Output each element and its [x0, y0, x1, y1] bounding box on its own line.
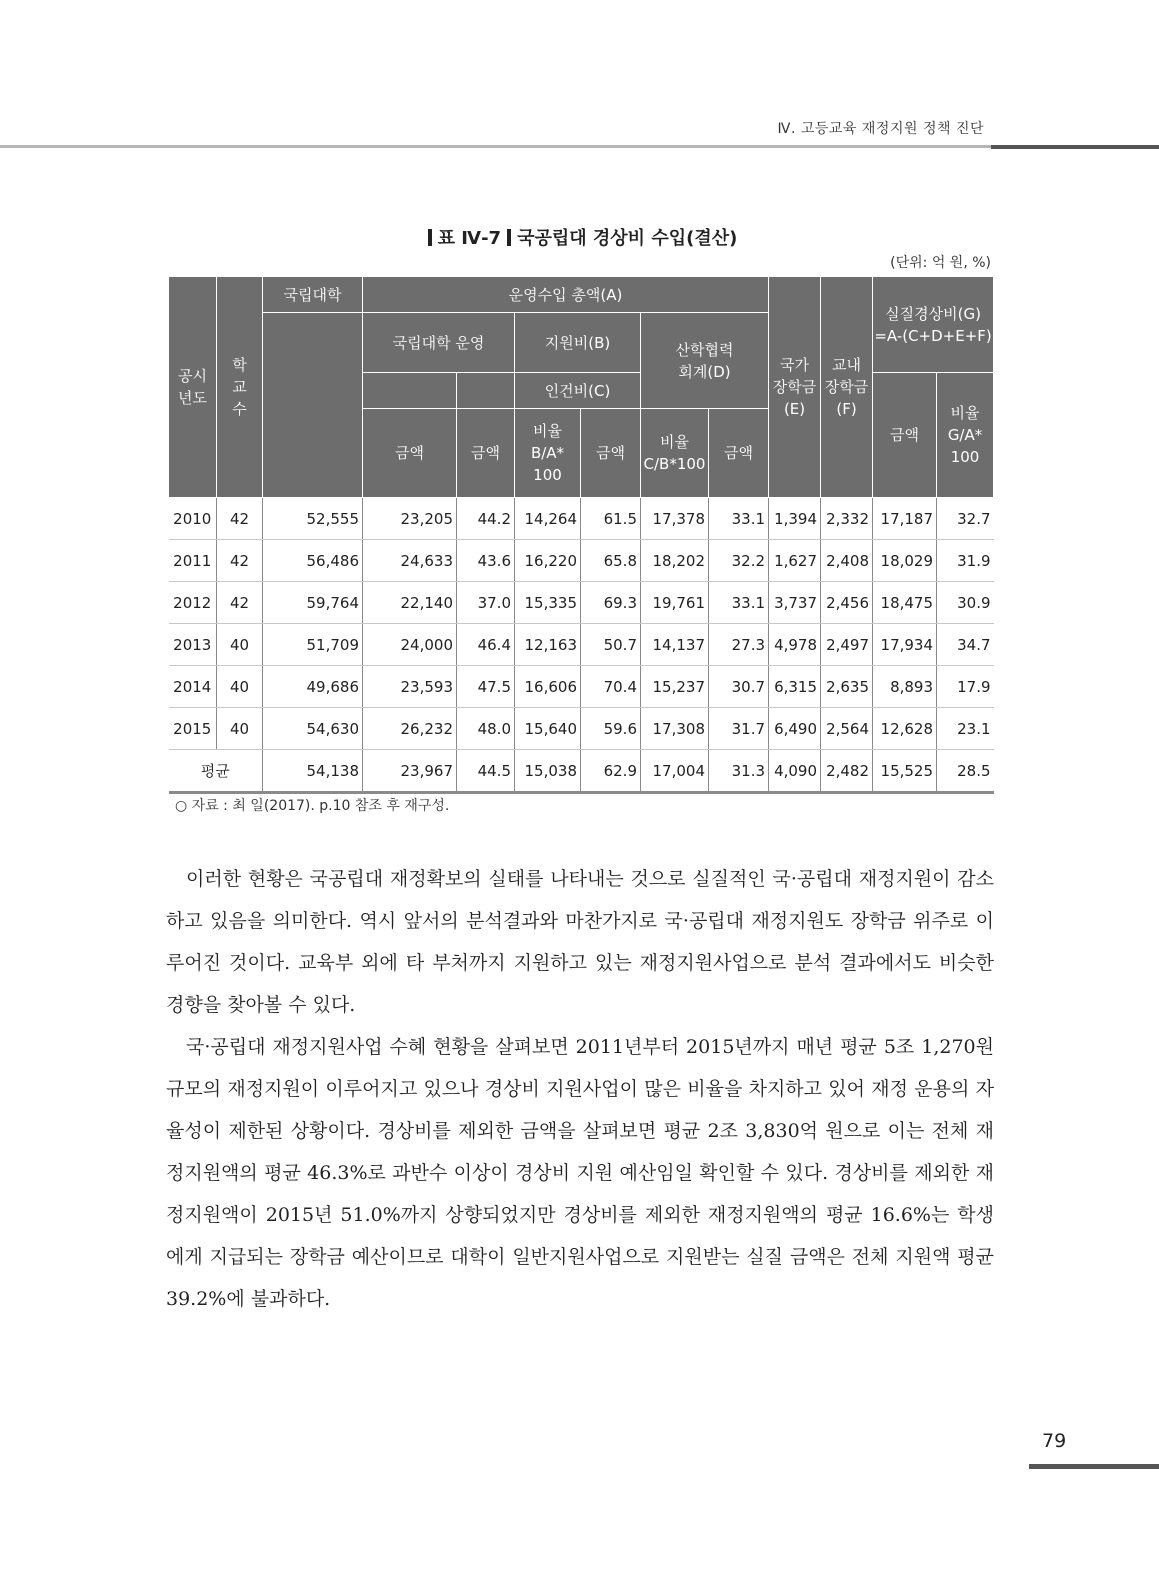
cell-schools: 40: [217, 624, 263, 666]
cell-ga: 32.7: [937, 498, 994, 540]
cell-average-da: 31.3: [709, 750, 769, 793]
header-blank-2: [363, 373, 457, 409]
cell-e: 1,627: [769, 540, 821, 582]
cell-da: 27.3: [709, 624, 769, 666]
table-row: [169, 708, 994, 750]
cell-year: 2011: [169, 540, 217, 582]
cell-g: 8,893: [873, 666, 937, 708]
cell-g: 17,187: [873, 498, 937, 540]
cell-f: 2,564: [821, 708, 873, 750]
header-ba-ratio: 비율 B/A* 100: [515, 409, 581, 498]
cell-d: 17,308: [641, 708, 709, 750]
expense-income-table: [168, 276, 994, 794]
cell-average-f: 2,482: [821, 750, 873, 793]
cell-average-b: 23,967: [363, 750, 457, 793]
table-row: [169, 666, 994, 708]
cell-f: 2,332: [821, 498, 873, 540]
header-industry: 산학협력 회계(D): [641, 313, 769, 409]
title-bar-left: [428, 229, 432, 246]
header-blank: [263, 313, 363, 498]
cell-e: 1,394: [769, 498, 821, 540]
cell-ba: 44.2: [457, 498, 515, 540]
table-row: [169, 582, 994, 624]
header-ga-ratio: 비율 G/A* 100: [937, 373, 994, 498]
header-schools: 학 교 수: [217, 277, 263, 498]
cell-year: 2014: [169, 666, 217, 708]
cell-ga: 34.7: [937, 624, 994, 666]
footer-rule: [1029, 1464, 1159, 1469]
cell-a: 52,555: [263, 498, 363, 540]
cell-cb: 50.7: [581, 624, 641, 666]
cell-a: 56,486: [263, 540, 363, 582]
cell-da: 32.2: [709, 540, 769, 582]
paragraph-1: 이러한 현황은 국공립대 재정확보의 실태를 나타내는 것으로 실질적인 국·공립대 재정지원이 감소하고 있음을 의미한다. 역시 앞서의 분석결과와 마찬가지로 국·공립대 재정지원도 장학금 위주로 이루어진 것이다. 교육부 외에 타 부처까지 지원하고 있는 재정지원사업으로 분석 결과에서도 비슷한 경향을 찾아볼 수 있다.: [166, 868, 994, 1016]
cell-d: 17,378: [641, 498, 709, 540]
cell-d: 18,202: [641, 540, 709, 582]
cell-cb: 65.8: [581, 540, 641, 582]
cell-d: 15,237: [641, 666, 709, 708]
cell-da: 31.7: [709, 708, 769, 750]
table-row-average: [169, 750, 994, 793]
cell-schools: 40: [217, 708, 263, 750]
header-c-amount: 금액: [581, 409, 641, 498]
table-title-text: 국공립대 경상비 수입(결산): [517, 228, 738, 249]
cell-f: 2,635: [821, 666, 873, 708]
cell-f: 2,456: [821, 582, 873, 624]
cell-da: 33.1: [709, 582, 769, 624]
cell-e: 6,315: [769, 666, 821, 708]
cell-schools: 42: [217, 540, 263, 582]
cell-schools: 42: [217, 582, 263, 624]
cell-ba: 47.5: [457, 666, 515, 708]
header-rule: [0, 145, 1159, 148]
cell-cb: 69.3: [581, 582, 641, 624]
cell-a: 51,709: [263, 624, 363, 666]
table-row: [169, 498, 994, 540]
header-national-univ-operation: 국립대학 운영: [363, 313, 515, 373]
cell-ga: 31.9: [937, 540, 994, 582]
header-school-scholarship: 교내 장학금 (F): [821, 277, 873, 498]
cell-f: 2,497: [821, 624, 873, 666]
cell-c: 12,163: [515, 624, 581, 666]
cell-average-e: 4,090: [769, 750, 821, 793]
cell-a: 49,686: [263, 666, 363, 708]
header-cb-ratio: 비율 C/B*100: [641, 409, 709, 498]
cell-e: 3,737: [769, 582, 821, 624]
cell-c: 16,606: [515, 666, 581, 708]
cell-b: 22,140: [363, 582, 457, 624]
table-row: [169, 540, 994, 582]
table-title: [0, 224, 1159, 250]
cell-average-cb: 62.9: [581, 750, 641, 793]
header-national-univ: 국립대학: [263, 277, 363, 313]
cell-ba: 37.0: [457, 582, 515, 624]
cell-average-c: 15,038: [515, 750, 581, 793]
cell-cb: 61.5: [581, 498, 641, 540]
cell-g: 12,628: [873, 708, 937, 750]
cell-average-g: 15,525: [873, 750, 937, 793]
cell-year: 2015: [169, 708, 217, 750]
cell-ba: 43.6: [457, 540, 515, 582]
header-year: 공시 년도: [169, 277, 217, 498]
cell-c: 15,335: [515, 582, 581, 624]
header-rule-accent: [991, 145, 1159, 149]
cell-f: 2,408: [821, 540, 873, 582]
cell-ga: 17.9: [937, 666, 994, 708]
cell-average-ba: 44.5: [457, 750, 515, 793]
header-support: 지원비(B): [515, 313, 641, 373]
cell-e: 6,490: [769, 708, 821, 750]
cell-schools: 42: [217, 498, 263, 540]
page-number: 79: [1042, 1430, 1067, 1452]
cell-e: 4,978: [769, 624, 821, 666]
cell-average-a: 54,138: [263, 750, 363, 793]
cell-year: 2010: [169, 498, 217, 540]
paragraph-2: 국·공립대 재정지원사업 수혜 현황을 살펴보면 2011년부터 2015년까지 매년 평균 5조 1,270원 규모의 재정지원이 이루어지고 있으나 경상비 지원사업이 많은 비율을 차지하고 있어 재정 운용의 자율성이 제한된 상황이다. 경상비를 제외한 금액을 살펴보면 평균 2조 3,830억 원으로 이는 전체 재정지원액의 평균 46.3%로 과반수 이상이 경상비 지원 예산임일 확인할 수 있다. 경상비를 제외한 재정지원액이 2015년 51.0%까지 상향되었지만 경상비를 제외한 재정지원액의 평균 16.6%는 학생에게 지급되는 장학금 예산이므로 대학이 일반지원사업으로 지원받는 실질 금액은 전체 지원액 평균 39.2%에 불과하다.: [166, 1036, 994, 1310]
cell-b: 24,633: [363, 540, 457, 582]
table-source: ○ 자료 : 최 일(2017). p.10 참조 후 재구성.: [175, 798, 450, 814]
body-text: [166, 858, 994, 1320]
title-bar-right: [507, 229, 511, 246]
header-a-amount: 금액: [363, 409, 457, 498]
cell-average-label: 평균: [169, 750, 263, 793]
cell-da: 30.7: [709, 666, 769, 708]
running-header: Ⅳ. 고등교육 재정지원 정책 진단: [777, 121, 984, 137]
cell-d: 14,137: [641, 624, 709, 666]
cell-b: 24,000: [363, 624, 457, 666]
cell-year: 2013: [169, 624, 217, 666]
header-national-scholarship: 국가 장학금 (E): [769, 277, 821, 498]
cell-year: 2012: [169, 582, 217, 624]
table-row: [169, 624, 994, 666]
header-personnel: 인건비(C): [515, 373, 641, 409]
cell-cb: 59.6: [581, 708, 641, 750]
cell-c: 16,220: [515, 540, 581, 582]
cell-ba: 46.4: [457, 624, 515, 666]
cell-ba: 48.0: [457, 708, 515, 750]
cell-schools: 40: [217, 666, 263, 708]
header-real-expense: 실질경상비(G) =A-(C+D+E+F): [873, 277, 994, 373]
cell-average-ga: 28.5: [937, 750, 994, 793]
cell-c: 15,640: [515, 708, 581, 750]
cell-cb: 70.4: [581, 666, 641, 708]
cell-g: 18,029: [873, 540, 937, 582]
table-unit: (단위: 억 원, %): [890, 255, 991, 271]
cell-average-d: 17,004: [641, 750, 709, 793]
cell-a: 59,764: [263, 582, 363, 624]
cell-c: 14,264: [515, 498, 581, 540]
cell-b: 26,232: [363, 708, 457, 750]
table-number: 표 Ⅳ-7: [437, 228, 502, 249]
header-g-amount: 금액: [873, 373, 937, 498]
cell-a: 54,630: [263, 708, 363, 750]
cell-b: 23,205: [363, 498, 457, 540]
cell-d: 19,761: [641, 582, 709, 624]
header-operating-total: 운영수입 총액(A): [363, 277, 769, 313]
cell-b: 23,593: [363, 666, 457, 708]
cell-ga: 23.1: [937, 708, 994, 750]
header-d-amount: 금액: [709, 409, 769, 498]
header-b-amount: 금액: [457, 409, 515, 498]
cell-ga: 30.9: [937, 582, 994, 624]
cell-da: 33.1: [709, 498, 769, 540]
cell-g: 17,934: [873, 624, 937, 666]
cell-g: 18,475: [873, 582, 937, 624]
header-blank-3: [457, 373, 515, 409]
